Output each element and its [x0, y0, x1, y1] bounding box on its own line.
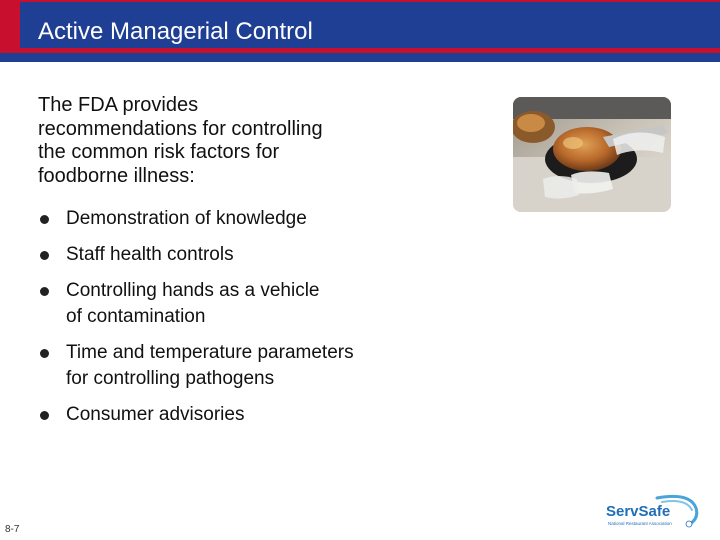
bullet-icon [40, 215, 49, 224]
list-item [38, 278, 458, 330]
food-handling-photo [513, 97, 671, 212]
slide-title: Active Managerial Control [38, 18, 313, 45]
list-item [38, 242, 458, 268]
gloved-hands-chicken-icon [513, 97, 671, 212]
bullet-icon [40, 411, 49, 420]
slide-number: 8-7 [5, 524, 20, 535]
bullet-text: Demonstration of knowledge [66, 208, 307, 229]
title-bar [0, 0, 720, 62]
servsafe-logo [602, 494, 702, 530]
bullet-text: Consumer advisories [66, 404, 245, 425]
list-item [38, 206, 458, 232]
list-item [38, 402, 458, 428]
intro-paragraph: The FDA provides recommendations for controlling the common risk factors for foodborne illness: [38, 94, 323, 187]
bullet-text: Staff health controls [66, 244, 234, 265]
bullet-icon [40, 251, 49, 260]
svg-text:National Restaurant Associatio: National Restaurant Association [608, 521, 672, 526]
bullet-text: Time and temperature parameters for controlling pathogens [66, 342, 354, 389]
title-bottom-rule [0, 48, 720, 53]
list-item [38, 340, 458, 392]
svg-text:ServSafe: ServSafe [606, 503, 671, 520]
bullet-list [38, 206, 458, 438]
bullet-text: Controlling hands as a vehicle of contamination [66, 280, 320, 327]
bullet-icon [40, 287, 49, 296]
servsafe-logo-icon [602, 494, 702, 530]
title-top-rule [0, 0, 720, 2]
bullet-icon [40, 349, 49, 358]
